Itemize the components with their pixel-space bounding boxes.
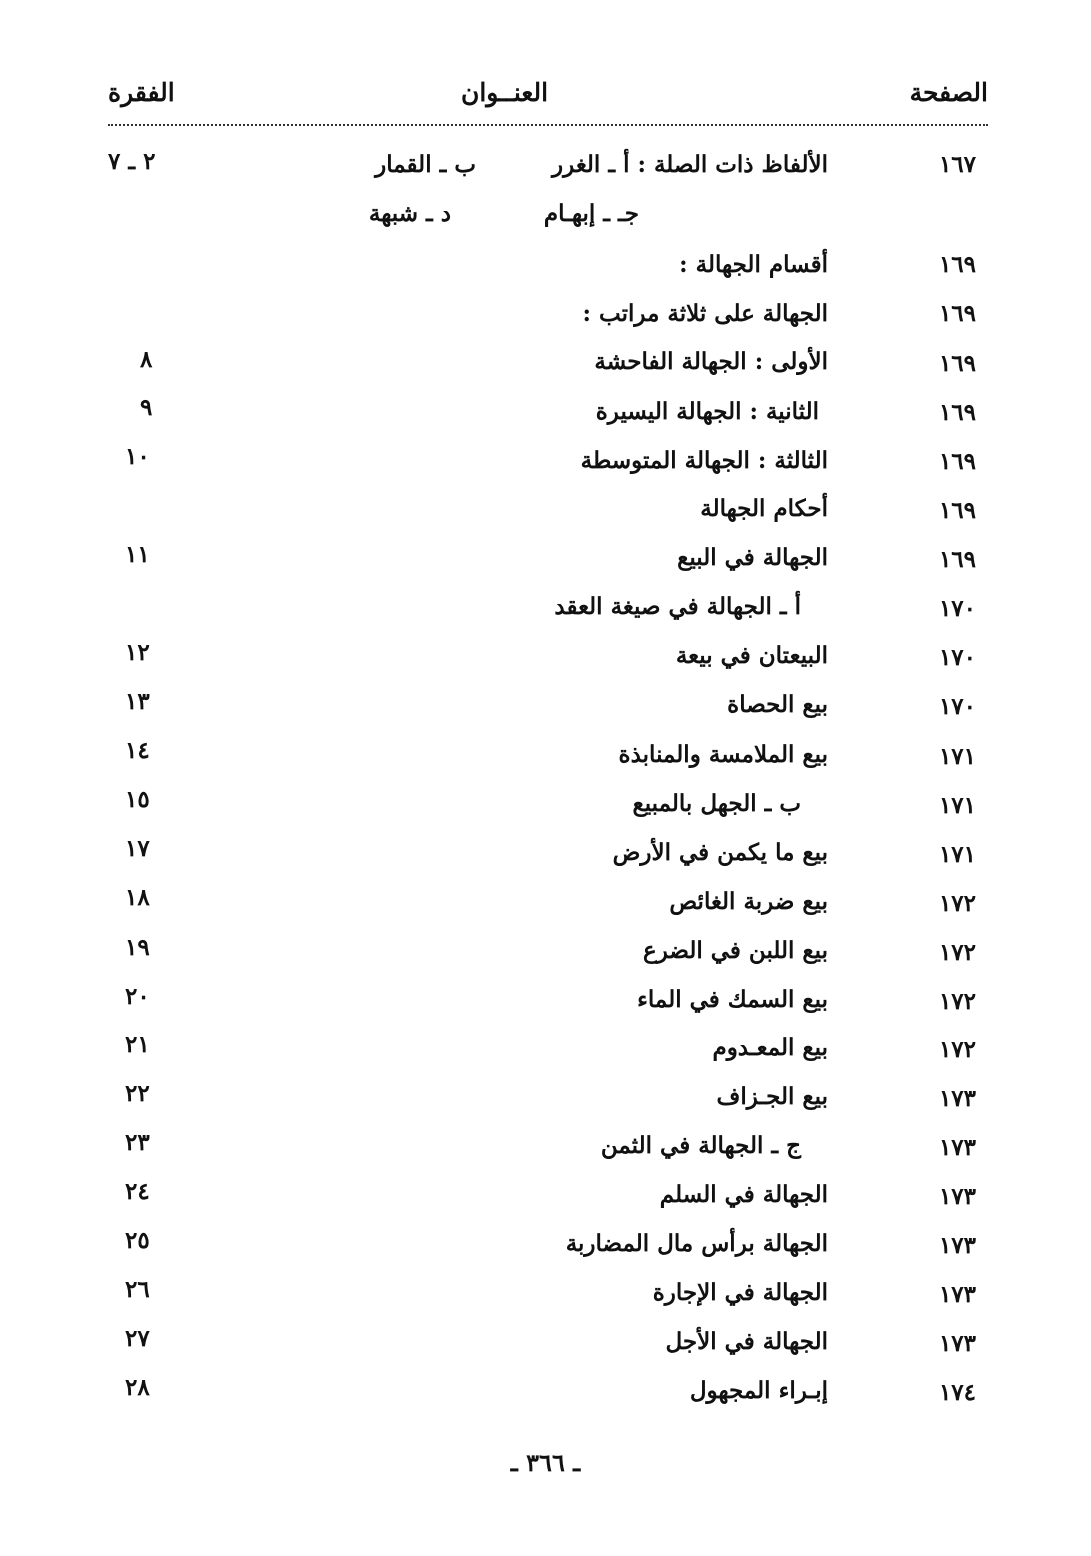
row-title: الألفاظ ذات الصلة : أ ـ الغرر <box>552 151 828 178</box>
row-title: أ ـ الجهالة في صيغة العقد <box>554 593 801 620</box>
row-paragraph: ١٩ <box>125 934 150 961</box>
row-title: بيع ضربة الغائص <box>669 888 828 915</box>
row-paragraph: ٢ ـ ٧ <box>108 148 156 175</box>
row-page-number: ١٦٩ <box>938 497 976 524</box>
row-title: بيع الجـزاف <box>716 1083 828 1110</box>
row-page-number: ١٧٢ <box>938 890 976 917</box>
row-page-number: ١٧٣ <box>938 1330 976 1357</box>
row-paragraph: ٢٢ <box>125 1080 150 1107</box>
row-page-number: ١٧٣ <box>938 1281 976 1308</box>
row-extra-term: ب ـ القمار <box>375 151 476 178</box>
row-title: الثانية : الجهالة اليسيرة <box>595 398 819 425</box>
row-page-number: ١٦٧ <box>938 151 976 178</box>
page-number-footer: ـ ٣٦٦ ـ <box>510 1448 581 1477</box>
row-title: بيع الحصاة <box>727 691 828 718</box>
row-title: بيع ما يكمن في الأرض <box>612 839 828 866</box>
row-page-number: ١٧١ <box>938 841 976 868</box>
header-divider <box>108 124 988 126</box>
row-title: أقسام الجهالة : <box>679 251 828 278</box>
header-paragraph-column: الفقرة <box>108 78 175 107</box>
row-title: الجهالة في البيع <box>677 544 828 571</box>
row-title: الجهالة برأس مال المضاربة <box>565 1230 828 1257</box>
row-title: الجهالة في الأجل <box>665 1328 828 1355</box>
row-paragraph: ١٨ <box>125 884 150 911</box>
row-page-number: ١٧١ <box>938 792 976 819</box>
row-paragraph: ٢٧ <box>125 1325 150 1352</box>
row-paragraph: ١٧ <box>125 835 150 862</box>
row-page-number: ١٦٩ <box>938 399 976 426</box>
row-title: بيع السمك في الماء <box>637 986 828 1013</box>
row-extra-term: د ـ شبهة <box>368 200 451 227</box>
row-page-number: ١٧٢ <box>938 939 976 966</box>
row-paragraph: ١٠ <box>125 443 150 470</box>
row-title: أحكام الجهالة <box>700 495 828 522</box>
row-page-number: ١٧٣ <box>938 1232 976 1259</box>
row-paragraph: ٢٦ <box>125 1276 150 1303</box>
row-page-number: ١٦٩ <box>938 546 976 573</box>
row-page-number: ١٧١ <box>938 743 976 770</box>
row-paragraph: ٢٨ <box>125 1374 150 1401</box>
row-page-number: ١٦٩ <box>938 251 976 278</box>
row-paragraph: ١٥ <box>125 786 150 813</box>
row-title: الجهالة على ثلاثة مراتب : <box>582 300 828 327</box>
row-paragraph: ٢٥ <box>125 1227 150 1254</box>
row-paragraph: ٢٣ <box>125 1129 150 1156</box>
row-paragraph: ٢٠ <box>125 983 150 1010</box>
row-paragraph: ٩ <box>140 394 153 421</box>
row-title: ج ـ الجهالة في الثمن <box>600 1132 801 1159</box>
row-page-number: ١٦٩ <box>938 300 976 327</box>
row-page-number: ١٧٠ <box>938 595 976 622</box>
row-page-number: ١٦٩ <box>938 448 976 475</box>
row-page-number: ١٧٣ <box>938 1134 976 1161</box>
row-page-number: ١٧٣ <box>938 1183 976 1210</box>
row-title: الأولى : الجهالة الفاحشة <box>594 348 828 375</box>
row-paragraph: ١٤ <box>125 737 150 764</box>
row-paragraph: ١٣ <box>125 688 150 715</box>
row-page-number: ١٧٢ <box>938 1036 976 1063</box>
row-title: الثالثة : الجهالة المتوسطة <box>580 447 828 474</box>
row-title: الجهالة في السلم <box>659 1181 828 1208</box>
row-title: بيع المعـدوم <box>712 1034 828 1061</box>
row-page-number: ١٧٣ <box>938 1085 976 1112</box>
row-page-number: ١٦٩ <box>938 350 976 377</box>
row-title: بيع الملامسة والمنابذة <box>618 741 828 768</box>
row-title: بيع اللبن في الضرع <box>643 937 828 964</box>
row-title: ب ـ الجهل بالمبيع <box>632 790 801 817</box>
row-title: إبـراء المجهول <box>689 1377 828 1404</box>
header-title-column: العنــوان <box>461 78 549 107</box>
header-page-column: الصفحة <box>909 78 988 107</box>
row-paragraph: ٢٤ <box>125 1178 150 1205</box>
row-paragraph: ٨ <box>140 346 153 373</box>
row-page-number: ١٧٠ <box>938 644 976 671</box>
row-title: البيعتان في بيعة <box>675 642 828 669</box>
row-paragraph: ١١ <box>125 541 150 568</box>
row-title: الجهالة في الإجارة <box>652 1279 828 1306</box>
row-page-number: ١٧٠ <box>938 693 976 720</box>
row-paragraph: ١٢ <box>125 639 150 666</box>
row-extra-term: جـ ـ إبهـام <box>543 200 639 227</box>
row-page-number: ١٧٢ <box>938 988 976 1015</box>
row-page-number: ١٧٤ <box>938 1379 976 1406</box>
row-paragraph: ٢١ <box>125 1031 150 1058</box>
